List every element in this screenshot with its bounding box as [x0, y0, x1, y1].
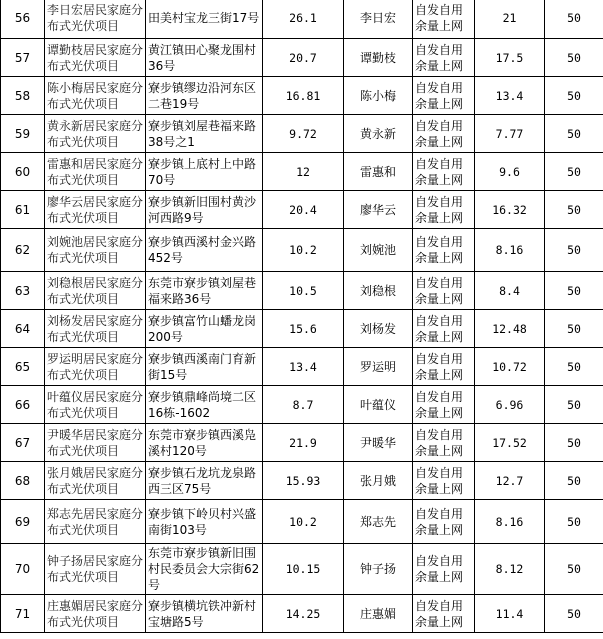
- project-name-cell: 尹暖华居民家庭分布式光伏项目: [45, 424, 146, 462]
- grid-mode-cell: 自发自用余量上网: [413, 386, 475, 424]
- project-name-cell: 黄永新居民家庭分布式光伏项目: [45, 115, 146, 153]
- value-2-cell: 50: [545, 386, 603, 424]
- value-2-cell: 50: [545, 0, 603, 39]
- value-1-cell: 11.4: [475, 595, 545, 633]
- table-row: [1, 462, 603, 500]
- owner-name-cell: 张月娥: [344, 462, 413, 500]
- table-row: [1, 115, 603, 153]
- install-address-cell: 寮步镇横坑铁冲新村宝塘路5号: [146, 595, 263, 633]
- install-address-cell: 寮步镇缪边沿河东区二巷19号: [146, 77, 263, 115]
- value-1-cell: 21: [475, 0, 545, 39]
- capacity-cell: 10.2: [263, 500, 344, 544]
- value-1-cell: 8.16: [475, 229, 545, 272]
- grid-mode-cell: 自发自用余量上网: [413, 310, 475, 348]
- install-address-cell: 寮步镇鼎峰尚境二区16栋-1602: [146, 386, 263, 424]
- value-1-cell: 10.72: [475, 348, 545, 386]
- install-address-cell: 东莞市寮步镇新旧围村民委员会大宗街62号: [146, 544, 263, 595]
- value-2-cell: 50: [545, 462, 603, 500]
- grid-mode-cell: 自发自用余量上网: [413, 191, 475, 229]
- capacity-cell: 21.9: [263, 424, 344, 462]
- project-name-cell: 陈小梅居民家庭分布式光伏项目: [45, 77, 146, 115]
- owner-name-cell: 陈小梅: [344, 77, 413, 115]
- capacity-cell: 14.25: [263, 595, 344, 633]
- row-number-cell: 68: [1, 462, 45, 500]
- owner-name-cell: 刘婉池: [344, 229, 413, 272]
- owner-name-cell: 叶蕴仪: [344, 386, 413, 424]
- row-number-cell: 69: [1, 500, 45, 544]
- value-2-cell: 50: [545, 115, 603, 153]
- capacity-cell: 12: [263, 153, 344, 191]
- table-row: [1, 229, 603, 272]
- install-address-cell: 寮步镇富竹山蟠龙岗200号: [146, 310, 263, 348]
- install-address-cell: 东莞市寮步镇刘屋巷福来路36号: [146, 272, 263, 310]
- capacity-cell: 13.4: [263, 348, 344, 386]
- row-number-cell: 57: [1, 39, 45, 77]
- row-number-cell: 67: [1, 424, 45, 462]
- value-1-cell: 9.6: [475, 153, 545, 191]
- capacity-cell: 8.7: [263, 386, 344, 424]
- capacity-cell: 10.5: [263, 272, 344, 310]
- owner-name-cell: 雷惠和: [344, 153, 413, 191]
- grid-mode-cell: 自发自用余量上网: [413, 229, 475, 272]
- value-2-cell: 50: [545, 153, 603, 191]
- capacity-cell: 16.81: [263, 77, 344, 115]
- install-address-cell: 寮步镇西溪南门育新街15号: [146, 348, 263, 386]
- row-number-cell: 71: [1, 595, 45, 633]
- owner-name-cell: 刘稳根: [344, 272, 413, 310]
- value-2-cell: 50: [545, 77, 603, 115]
- value-1-cell: 12.48: [475, 310, 545, 348]
- table-row: [1, 0, 603, 39]
- value-2-cell: 50: [545, 272, 603, 310]
- install-address-cell: 寮步镇石龙坑龙泉路西三区75号: [146, 462, 263, 500]
- owner-name-cell: 李日宏: [344, 0, 413, 39]
- grid-mode-cell: 自发自用余量上网: [413, 348, 475, 386]
- grid-mode-cell: 自发自用余量上网: [413, 272, 475, 310]
- grid-mode-cell: 自发自用余量上网: [413, 77, 475, 115]
- table-row: [1, 595, 603, 633]
- row-number-cell: 58: [1, 77, 45, 115]
- row-number-cell: 60: [1, 153, 45, 191]
- value-2-cell: 50: [545, 229, 603, 272]
- value-2-cell: 50: [545, 424, 603, 462]
- capacity-cell: 15.93: [263, 462, 344, 500]
- owner-name-cell: 郑志先: [344, 500, 413, 544]
- row-number-cell: 64: [1, 310, 45, 348]
- grid-mode-cell: 自发自用余量上网: [413, 39, 475, 77]
- row-number-cell: 59: [1, 115, 45, 153]
- install-address-cell: 寮步镇下岭贝村兴盛南街103号: [146, 500, 263, 544]
- table-row: [1, 153, 603, 191]
- row-number-cell: 56: [1, 0, 45, 39]
- install-address-cell: 寮步镇西溪村金兴路452号: [146, 229, 263, 272]
- value-1-cell: 12.7: [475, 462, 545, 500]
- grid-mode-cell: 自发自用余量上网: [413, 115, 475, 153]
- value-2-cell: 50: [545, 39, 603, 77]
- project-name-cell: 张月娥居民家庭分布式光伏项目: [45, 462, 146, 500]
- table-body: [1, 0, 603, 633]
- table-row: [1, 191, 603, 229]
- owner-name-cell: 谭勤枝: [344, 39, 413, 77]
- capacity-cell: 9.72: [263, 115, 344, 153]
- grid-mode-cell: 自发自用余量上网: [413, 462, 475, 500]
- value-1-cell: 6.96: [475, 386, 545, 424]
- table-row: [1, 77, 603, 115]
- value-2-cell: 50: [545, 544, 603, 595]
- project-name-cell: 庄惠媚居民家庭分布式光伏项目: [45, 595, 146, 633]
- capacity-cell: 10.15: [263, 544, 344, 595]
- capacity-cell: 15.6: [263, 310, 344, 348]
- capacity-cell: 26.1: [263, 0, 344, 39]
- install-address-cell: 寮步镇上底村上中路70号: [146, 153, 263, 191]
- value-1-cell: 8.16: [475, 500, 545, 544]
- row-number-cell: 62: [1, 229, 45, 272]
- grid-mode-cell: 自发自用余量上网: [413, 500, 475, 544]
- value-1-cell: 16.32: [475, 191, 545, 229]
- value-2-cell: 50: [545, 500, 603, 544]
- table-row: [1, 39, 603, 77]
- capacity-cell: 10.2: [263, 229, 344, 272]
- value-1-cell: 17.52: [475, 424, 545, 462]
- owner-name-cell: 廖华云: [344, 191, 413, 229]
- project-name-cell: 谭勤枝居民家庭分布式光伏项目: [45, 39, 146, 77]
- project-name-cell: 李日宏居民家庭分布式光伏项目: [45, 0, 146, 39]
- project-name-cell: 刘婉池居民家庭分布式光伏项目: [45, 229, 146, 272]
- row-number-cell: 61: [1, 191, 45, 229]
- value-1-cell: 13.4: [475, 77, 545, 115]
- row-number-cell: 63: [1, 272, 45, 310]
- value-1-cell: 8.4: [475, 272, 545, 310]
- value-2-cell: 50: [545, 595, 603, 633]
- capacity-cell: 20.4: [263, 191, 344, 229]
- owner-name-cell: 黄永新: [344, 115, 413, 153]
- row-number-cell: 70: [1, 544, 45, 595]
- grid-mode-cell: 自发自用余量上网: [413, 544, 475, 595]
- owner-name-cell: 钟子扬: [344, 544, 413, 595]
- row-number-cell: 65: [1, 348, 45, 386]
- table-row: [1, 272, 603, 310]
- install-address-cell: 田美村宝龙三街17号: [146, 0, 263, 39]
- owner-name-cell: 罗运明: [344, 348, 413, 386]
- owner-name-cell: 刘杨发: [344, 310, 413, 348]
- table-row: [1, 544, 603, 595]
- table-row: [1, 348, 603, 386]
- value-1-cell: 8.12: [475, 544, 545, 595]
- project-name-cell: 雷惠和居民家庭分布式光伏项目: [45, 153, 146, 191]
- grid-mode-cell: 自发自用余量上网: [413, 424, 475, 462]
- table-row: [1, 424, 603, 462]
- value-1-cell: 17.5: [475, 39, 545, 77]
- install-address-cell: 寮步镇新旧围村黄沙河西路9号: [146, 191, 263, 229]
- grid-mode-cell: 自发自用余量上网: [413, 595, 475, 633]
- value-2-cell: 50: [545, 191, 603, 229]
- value-1-cell: 7.77: [475, 115, 545, 153]
- project-name-cell: 廖华云居民家庭分布式光伏项目: [45, 191, 146, 229]
- project-name-cell: 罗运明居民家庭分布式光伏项目: [45, 348, 146, 386]
- grid-mode-cell: 自发自用余量上网: [413, 0, 475, 39]
- table-row: [1, 386, 603, 424]
- project-name-cell: 刘稳根居民家庭分布式光伏项目: [45, 272, 146, 310]
- value-2-cell: 50: [545, 310, 603, 348]
- grid-mode-cell: 自发自用余量上网: [413, 153, 475, 191]
- project-name-cell: 叶蕴仪居民家庭分布式光伏项目: [45, 386, 146, 424]
- value-2-cell: 50: [545, 348, 603, 386]
- owner-name-cell: 庄惠媚: [344, 595, 413, 633]
- install-address-cell: 黄江镇田心聚龙围村36号: [146, 39, 263, 77]
- capacity-cell: 20.7: [263, 39, 344, 77]
- row-number-cell: 66: [1, 386, 45, 424]
- owner-name-cell: 尹暖华: [344, 424, 413, 462]
- install-address-cell: 寮步镇刘屋巷福来路38号之1: [146, 115, 263, 153]
- project-name-cell: 郑志先居民家庭分布式光伏项目: [45, 500, 146, 544]
- table-row: [1, 310, 603, 348]
- install-address-cell: 东莞市寮步镇西溪凫溪村120号: [146, 424, 263, 462]
- project-name-cell: 钟子扬居民家庭分布式光伏项目: [45, 544, 146, 595]
- table-row: [1, 500, 603, 544]
- project-name-cell: 刘杨发居民家庭分布式光伏项目: [45, 310, 146, 348]
